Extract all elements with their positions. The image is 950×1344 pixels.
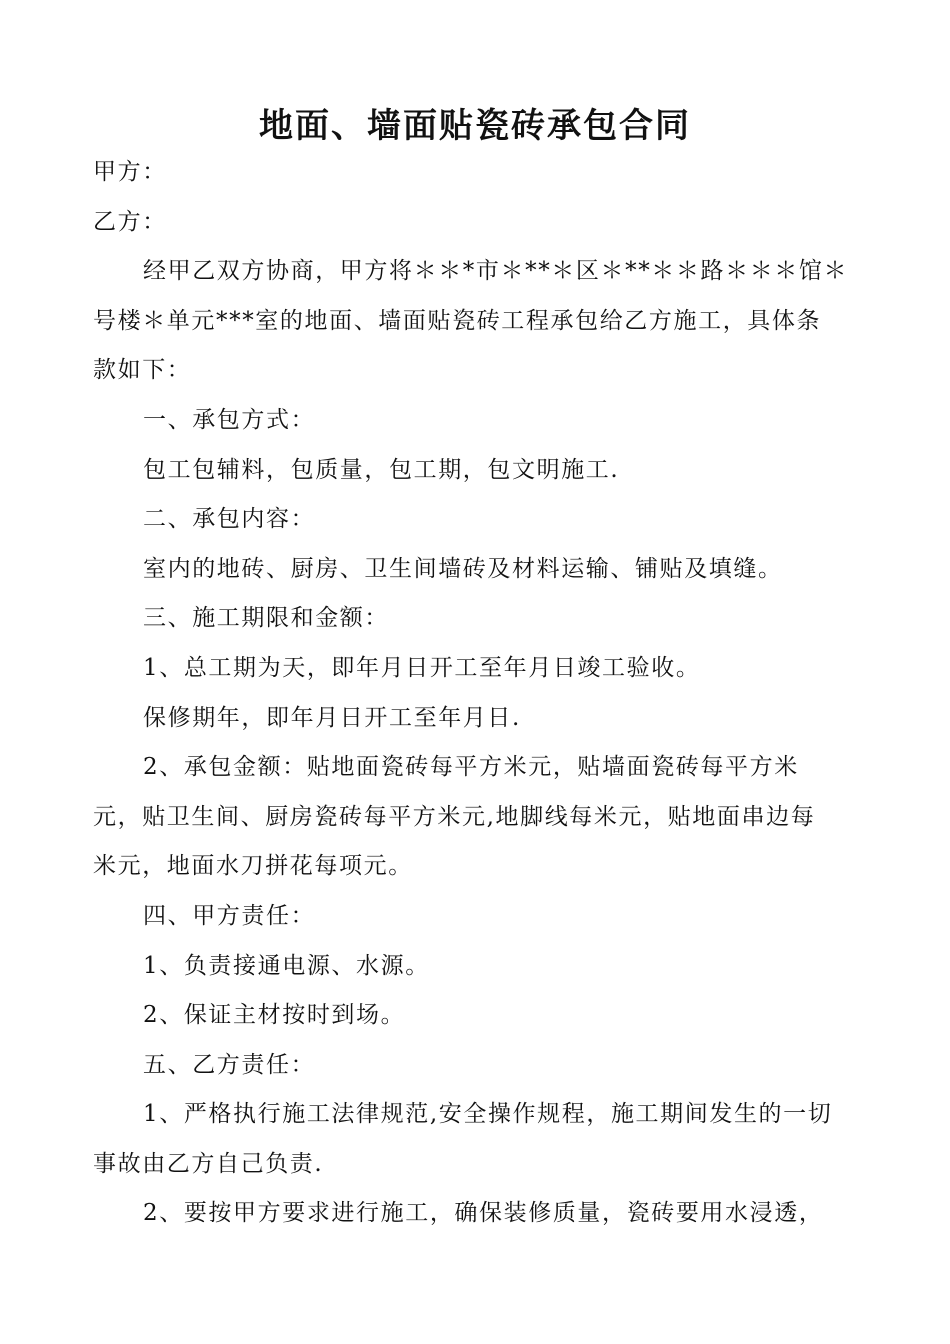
contract-line: 五、乙方责任： (143, 1051, 316, 1078)
contract-line: 款如下： (93, 357, 192, 384)
contract-line: 事故由乙方自己负责. (93, 1150, 324, 1177)
contract-body (93, 148, 857, 1239)
contract-line: 1、总工期为天，即年月日开工至年月日竣工验收。 (143, 654, 701, 681)
contract-line: 号楼＊单元***室的地面、墙面贴瓷砖工程承包给乙方施工，具体条 (93, 307, 822, 334)
contract-line: 经甲乙双方协商，甲方将＊＊*市＊**＊区＊**＊＊路＊＊＊馆＊ (143, 258, 849, 285)
contract-line: 室内的地砖、厨房、卫生间墙砖及材料运输、铺贴及填缝。 (143, 555, 783, 582)
contract-line: 元，贴卫生间、厨房瓷砖每平方米元,地脚线每米元，贴地面串边每 (93, 803, 816, 830)
contract-line: 一、承包方式： (143, 406, 316, 433)
document-title: 地面、墙面贴瓷砖承包合同 (259, 106, 691, 146)
contract-line: 2、要按甲方要求进行施工，确保装修质量，瓷砖要用水浸透， (143, 1200, 824, 1227)
contract-line: 2、承包金额：贴地面瓷砖每平方米元，贴墙面瓷砖每平方米 (143, 754, 799, 781)
contract-line: 二、承包内容： (143, 506, 316, 533)
contract-line: 乙方： (93, 208, 167, 235)
contract-line: 2、保证主材按时到场。 (143, 1002, 406, 1029)
contract-line: 1、严格执行施工法律规范,安全操作规程，施工期间发生的一切 (143, 1101, 833, 1128)
contract-line: 1、负责接通电源、水源。 (143, 952, 430, 979)
contract-line: 米元，地面水刀拼花每项元。 (93, 853, 413, 880)
contract-line: 四、甲方责任： (143, 902, 316, 929)
contract-line: 三、施工期限和金额： (143, 605, 389, 632)
contract-line: 保修期年，即年月日开工至年月日. (143, 704, 521, 731)
contract-line: 包工包辅料，包质量，包工期，包文明施工. (143, 456, 620, 483)
contract-line: 甲方： (93, 159, 167, 185)
